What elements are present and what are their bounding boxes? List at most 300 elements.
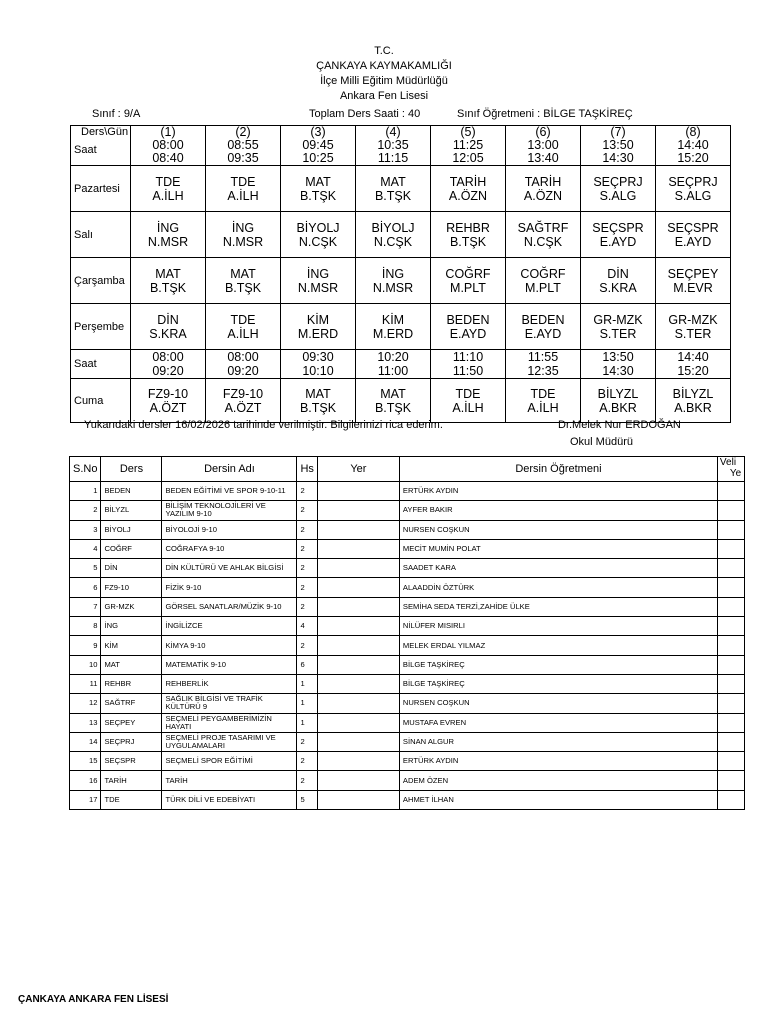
friday-time-cell bbox=[131, 350, 206, 379]
lesson-list-header bbox=[70, 457, 745, 482]
lesson-cell-line2: M.PLT bbox=[450, 280, 486, 295]
row-lesson-name: SEÇMELİ SPOR EĞİTİMİ bbox=[162, 752, 297, 771]
day-row bbox=[71, 212, 731, 258]
friday-time-cell-line1: 13:50 bbox=[602, 350, 634, 364]
row-teacher: MECİT MUMİN POLAT bbox=[399, 539, 717, 558]
lesson-cell bbox=[581, 212, 656, 258]
row-code: REHBR bbox=[101, 674, 162, 693]
footer-school-name: ÇANKAYA ANKARA FEN LİSESİ bbox=[18, 994, 169, 1005]
principal-title: Okul Müdürü bbox=[570, 436, 633, 448]
col-yer: Yer bbox=[317, 457, 399, 482]
row-parent bbox=[717, 732, 744, 751]
row-parent bbox=[717, 771, 744, 790]
friday-time-row bbox=[71, 350, 731, 379]
row-teacher: SEMİHA SEDA TERZİ,ZAHİDE ÜLKE bbox=[399, 597, 717, 616]
friday-time-cell-line2: 09:20 bbox=[152, 364, 184, 378]
period-end-time: 09:35 bbox=[227, 151, 259, 165]
lesson-cell bbox=[206, 379, 281, 423]
lesson-cell-line1: MAT bbox=[380, 386, 406, 401]
period-end-time: 12:05 bbox=[452, 151, 484, 165]
lesson-cell bbox=[206, 258, 281, 304]
lesson-cell bbox=[656, 166, 731, 212]
row-code: TARİH bbox=[101, 771, 162, 790]
lesson-cell bbox=[281, 166, 356, 212]
lesson-cell-line1: BİLYZL bbox=[672, 386, 714, 401]
row-lesson-name: REHBERLİK bbox=[162, 674, 297, 693]
lesson-cell-line2: B.TŞK bbox=[224, 280, 262, 295]
row-code: SEÇSPR bbox=[101, 752, 162, 771]
lesson-cell-line2: B.TŞK bbox=[374, 400, 412, 415]
lesson-cell bbox=[431, 166, 506, 212]
lesson-cell-line1: İNG bbox=[231, 220, 255, 235]
corner-cell bbox=[71, 126, 131, 166]
row-teacher: AYFER BAKIR bbox=[399, 501, 717, 520]
table-row bbox=[70, 790, 745, 809]
lesson-cell-line1: COĞRF bbox=[445, 266, 491, 281]
lesson-cell bbox=[581, 166, 656, 212]
lesson-cell bbox=[281, 379, 356, 423]
row-sno: 8 bbox=[70, 617, 101, 636]
lesson-cell bbox=[431, 379, 506, 423]
lesson-cell-line2: S.KRA bbox=[149, 326, 187, 341]
row-teacher: NURSEN COŞKUN bbox=[399, 520, 717, 539]
row-teacher: BİLGE TAŞKİREÇ bbox=[399, 674, 717, 693]
period-cell bbox=[431, 126, 506, 166]
row-sno: 4 bbox=[70, 539, 101, 558]
period-end-time: 11:15 bbox=[377, 151, 409, 165]
lesson-cell bbox=[656, 258, 731, 304]
row-lesson-name: BİYOLOJİ 9-10 bbox=[162, 520, 297, 539]
period-number: (4) bbox=[385, 125, 401, 139]
row-teacher: MUSTAFA EVREN bbox=[399, 713, 717, 732]
row-hours: 2 bbox=[297, 559, 317, 578]
row-sno: 16 bbox=[70, 771, 101, 790]
lesson-cell bbox=[356, 304, 431, 350]
friday-time-cell bbox=[656, 350, 731, 379]
day-name: Çarşamba bbox=[71, 258, 131, 304]
row-place bbox=[317, 501, 399, 520]
lesson-cell bbox=[131, 258, 206, 304]
row-lesson-name: GÖRSEL SANATLAR/MÜZİK 9-10 bbox=[162, 597, 297, 616]
friday-time-cell-line1: 11:55 bbox=[527, 350, 559, 364]
table-row bbox=[70, 636, 745, 655]
principal-name: Dr.Melek Nur ERDOĞAN bbox=[558, 419, 681, 431]
lesson-cell-line1: REHBR bbox=[446, 220, 490, 235]
lesson-cell-line1: İNG bbox=[306, 266, 330, 281]
row-sno: 10 bbox=[70, 655, 101, 674]
friday-time-label: Saat bbox=[71, 350, 131, 379]
period-number: (6) bbox=[535, 125, 551, 139]
lesson-cell bbox=[656, 212, 731, 258]
friday-time-cell-line2: 11:50 bbox=[452, 364, 484, 378]
lesson-cell-line1: GR-MZK bbox=[668, 312, 718, 327]
corner-bottom-label: Saat bbox=[74, 144, 97, 156]
total-hours-label: Toplam Ders Saati : bbox=[309, 108, 405, 120]
class-teacher-label: Sınıf Öğretmeni : bbox=[457, 108, 541, 120]
period-number: (3) bbox=[310, 125, 326, 139]
class-teacher-value: BİLGE TAŞKİREÇ bbox=[543, 108, 633, 120]
notice-text: Yukarıdaki dersler 16/02/2026 tarihinde verilmiştir. Bilgilerinizi rica ederim. bbox=[84, 419, 443, 431]
row-place bbox=[317, 771, 399, 790]
row-lesson-name: TARİH bbox=[162, 771, 297, 790]
row-place bbox=[317, 694, 399, 713]
row-hours: 6 bbox=[297, 655, 317, 674]
lesson-cell-line1: DİN bbox=[157, 312, 179, 327]
table-row bbox=[70, 520, 745, 539]
lesson-cell-line1: TDE bbox=[455, 386, 481, 401]
header-line-1: T.C. bbox=[374, 45, 394, 57]
row-place bbox=[317, 617, 399, 636]
row-parent bbox=[717, 694, 744, 713]
period-start-time: 11:25 bbox=[452, 138, 484, 152]
table-row bbox=[70, 732, 745, 751]
class-value: 9/A bbox=[123, 108, 141, 120]
lesson-cell-line1: FZ9-10 bbox=[147, 386, 189, 401]
row-code: BİLYZL bbox=[101, 501, 162, 520]
table-row bbox=[70, 578, 745, 597]
row-parent bbox=[717, 597, 744, 616]
friday-time-cell-line1: 08:00 bbox=[152, 350, 184, 364]
lesson-cell bbox=[356, 166, 431, 212]
lesson-cell bbox=[281, 258, 356, 304]
period-start-time: 13:00 bbox=[527, 138, 559, 152]
row-place bbox=[317, 559, 399, 578]
lesson-cell bbox=[506, 258, 581, 304]
row-hours: 2 bbox=[297, 636, 317, 655]
lesson-cell-line1: BİLYZL bbox=[597, 386, 639, 401]
row-teacher: SAADET KARA bbox=[399, 559, 717, 578]
day-name: Salı bbox=[71, 212, 131, 258]
col-ders: Ders bbox=[101, 457, 162, 482]
period-end-time: 13:40 bbox=[527, 151, 559, 165]
table-row bbox=[70, 597, 745, 616]
period-cell bbox=[506, 126, 581, 166]
row-lesson-name: KİMYA 9-10 bbox=[162, 636, 297, 655]
lesson-cell-line2: M.ERD bbox=[297, 326, 339, 341]
table-row bbox=[70, 713, 745, 732]
lesson-cell bbox=[581, 304, 656, 350]
weekly-schedule-table bbox=[70, 125, 731, 423]
lesson-cell-line1: MAT bbox=[380, 174, 406, 189]
lesson-cell-line2: A.ÖZT bbox=[149, 400, 187, 415]
row-code: SEÇPRJ bbox=[101, 732, 162, 751]
row-place bbox=[317, 655, 399, 674]
row-hours: 1 bbox=[297, 694, 317, 713]
row-code: İNG bbox=[101, 617, 162, 636]
row-sno: 3 bbox=[70, 520, 101, 539]
row-sno: 11 bbox=[70, 674, 101, 693]
lesson-cell-line1: GR-MZK bbox=[593, 312, 643, 327]
lesson-cell-line2: B.TŞK bbox=[299, 400, 337, 415]
friday-time-cell-line2: 12:35 bbox=[527, 364, 559, 378]
friday-time-cell-line2: 10:10 bbox=[302, 364, 334, 378]
row-sno: 2 bbox=[70, 501, 101, 520]
row-parent bbox=[717, 617, 744, 636]
row-sno: 6 bbox=[70, 578, 101, 597]
period-number: (1) bbox=[160, 125, 176, 139]
lesson-cell-line2: A.İLH bbox=[452, 400, 484, 415]
period-cell bbox=[581, 126, 656, 166]
row-hours: 5 bbox=[297, 790, 317, 809]
col-sno: S.No bbox=[70, 457, 101, 482]
friday-time-cell-line1: 11:10 bbox=[452, 350, 484, 364]
period-end-time: 08:40 bbox=[152, 151, 184, 165]
row-sno: 9 bbox=[70, 636, 101, 655]
row-teacher: AHMET İLHAN bbox=[399, 790, 717, 809]
row-place bbox=[317, 732, 399, 751]
col-veli bbox=[717, 457, 744, 482]
lesson-cell bbox=[356, 212, 431, 258]
lesson-cell-line2: B.TŞK bbox=[449, 234, 487, 249]
lesson-cell-line1: TDE bbox=[530, 386, 556, 401]
row-hours: 2 bbox=[297, 597, 317, 616]
row-sno: 14 bbox=[70, 732, 101, 751]
row-hours: 2 bbox=[297, 482, 317, 501]
total-hours-info bbox=[309, 108, 420, 120]
lesson-cell-line2: A.İLH bbox=[227, 188, 259, 203]
table-row bbox=[70, 482, 745, 501]
lesson-cell-line1: FZ9-10 bbox=[222, 386, 264, 401]
lesson-cell bbox=[131, 212, 206, 258]
lesson-cell-line2: N.MSR bbox=[222, 234, 264, 249]
lesson-cell-line2: A.İLH bbox=[152, 188, 184, 203]
row-teacher: NİLÜFER MISIRLI bbox=[399, 617, 717, 636]
day-row bbox=[71, 166, 731, 212]
row-code: KİM bbox=[101, 636, 162, 655]
lesson-cell-line2: A.BKR bbox=[674, 400, 712, 415]
friday-time-cell-line2: 15:20 bbox=[677, 364, 709, 378]
lesson-cell-line1: BİYOLJ bbox=[371, 220, 415, 235]
period-start-time: 08:00 bbox=[152, 138, 184, 152]
table-row bbox=[70, 655, 745, 674]
friday-time-cell bbox=[506, 350, 581, 379]
lesson-cell-line1: TARİH bbox=[524, 174, 562, 189]
row-sno: 17 bbox=[70, 790, 101, 809]
lesson-cell bbox=[431, 304, 506, 350]
table-row bbox=[70, 694, 745, 713]
lesson-cell-line2: A.ÖZN bbox=[448, 188, 488, 203]
row-lesson-name: FİZİK 9-10 bbox=[162, 578, 297, 597]
period-end-time: 10:25 bbox=[302, 151, 334, 165]
lesson-cell-line1: BEDEN bbox=[521, 312, 565, 327]
lesson-cell-line1: TDE bbox=[230, 312, 256, 327]
lesson-cell-line1: BEDEN bbox=[446, 312, 490, 327]
row-parent bbox=[717, 752, 744, 771]
lesson-cell-line2: A.İLH bbox=[227, 326, 259, 341]
friday-time-cell-line2: 11:00 bbox=[377, 364, 409, 378]
lesson-cell bbox=[131, 379, 206, 423]
lesson-cell bbox=[356, 379, 431, 423]
lesson-cell bbox=[356, 258, 431, 304]
period-row bbox=[71, 126, 731, 166]
header-line-3: İlçe Milli Eğitim Müdürlüğü bbox=[320, 75, 448, 87]
row-teacher: ERTÜRK AYDIN bbox=[399, 752, 717, 771]
lesson-cell bbox=[506, 212, 581, 258]
period-cell bbox=[131, 126, 206, 166]
class-info bbox=[92, 108, 140, 120]
row-teacher: SİNAN ALGUR bbox=[399, 732, 717, 751]
period-cell bbox=[656, 126, 731, 166]
lesson-cell bbox=[206, 166, 281, 212]
row-parent bbox=[717, 636, 744, 655]
lesson-cell bbox=[656, 304, 731, 350]
period-start-time: 10:35 bbox=[377, 138, 409, 152]
row-parent bbox=[717, 578, 744, 597]
row-lesson-name: COĞRAFYA 9-10 bbox=[162, 539, 297, 558]
row-teacher: ERTÜRK AYDIN bbox=[399, 482, 717, 501]
lesson-cell-line2: M.ERD bbox=[372, 326, 414, 341]
row-parent bbox=[717, 559, 744, 578]
row-place bbox=[317, 636, 399, 655]
col-veli-line2: Ye bbox=[729, 468, 742, 479]
lesson-cell-line2: E.AYD bbox=[449, 326, 487, 341]
row-code: DİN bbox=[101, 559, 162, 578]
friday-time-cell bbox=[356, 350, 431, 379]
day-row bbox=[71, 304, 731, 350]
lesson-cell bbox=[581, 258, 656, 304]
table-row bbox=[70, 617, 745, 636]
friday-time-cell bbox=[581, 350, 656, 379]
lesson-cell-line2: A.ÖZT bbox=[224, 400, 262, 415]
lesson-cell-line1: SEÇSPR bbox=[592, 220, 644, 235]
lesson-cell-line2: E.AYD bbox=[599, 234, 637, 249]
period-number: (7) bbox=[610, 125, 626, 139]
day-name: Pazartesi bbox=[71, 166, 131, 212]
table-row bbox=[70, 559, 745, 578]
lesson-cell bbox=[431, 258, 506, 304]
row-code: FZ9-10 bbox=[101, 578, 162, 597]
lesson-cell-line1: SEÇSPR bbox=[667, 220, 719, 235]
lesson-cell-line1: TDE bbox=[155, 174, 181, 189]
period-cell bbox=[356, 126, 431, 166]
lesson-cell-line2: E.AYD bbox=[524, 326, 562, 341]
friday-time-cell bbox=[206, 350, 281, 379]
lesson-cell-line1: SEÇPEY bbox=[667, 266, 719, 281]
lesson-cell bbox=[206, 212, 281, 258]
row-lesson-name: SEÇMELİ PROJE TASARIMI VE UYGULAMALARI bbox=[162, 732, 297, 751]
row-hours: 1 bbox=[297, 713, 317, 732]
row-code: BİYOLJ bbox=[101, 520, 162, 539]
period-cell bbox=[206, 126, 281, 166]
row-sno: 12 bbox=[70, 694, 101, 713]
friday-time-cell-line2: 09:20 bbox=[227, 364, 259, 378]
row-hours: 2 bbox=[297, 578, 317, 597]
corner-top-label: Ders\Gün bbox=[81, 126, 129, 138]
row-hours: 2 bbox=[297, 520, 317, 539]
lesson-cell bbox=[131, 166, 206, 212]
row-lesson-name: TÜRK DİLİ VE EDEBİYATI bbox=[162, 790, 297, 809]
table-row bbox=[70, 771, 745, 790]
row-parent bbox=[717, 790, 744, 809]
header-line-4: Ankara Fen Lisesi bbox=[339, 90, 429, 102]
row-code: SEÇPEY bbox=[101, 713, 162, 732]
lesson-cell bbox=[206, 304, 281, 350]
row-teacher: NURSEN COŞKUN bbox=[399, 694, 717, 713]
col-ogretmen: Dersin Öğretmeni bbox=[399, 457, 717, 482]
row-code: COĞRF bbox=[101, 539, 162, 558]
lesson-cell bbox=[506, 304, 581, 350]
row-code: SAĞTRF bbox=[101, 694, 162, 713]
row-sno: 7 bbox=[70, 597, 101, 616]
lesson-cell-line2: S.ALG bbox=[674, 188, 712, 203]
row-teacher: BİLGE TAŞKİREÇ bbox=[399, 655, 717, 674]
row-code: GR-MZK bbox=[101, 597, 162, 616]
period-number: (8) bbox=[685, 125, 701, 139]
lesson-cell-line2: B.TŞK bbox=[299, 188, 337, 203]
row-parent bbox=[717, 501, 744, 520]
row-sno: 1 bbox=[70, 482, 101, 501]
day-name: Perşembe bbox=[71, 304, 131, 350]
class-teacher-info bbox=[457, 108, 633, 120]
lesson-cell-line1: DİN bbox=[607, 266, 629, 281]
lesson-cell bbox=[131, 304, 206, 350]
friday-time-cell-line1: 08:00 bbox=[227, 350, 259, 364]
row-code: MAT bbox=[101, 655, 162, 674]
lesson-cell-line2: A.İLH bbox=[527, 400, 559, 415]
friday-time-cell bbox=[281, 350, 356, 379]
lesson-cell-line1: SAĞTRF bbox=[517, 220, 569, 235]
row-place bbox=[317, 713, 399, 732]
day-row bbox=[71, 258, 731, 304]
lesson-cell-line1: MAT bbox=[155, 266, 181, 281]
period-start-time: 08:55 bbox=[227, 138, 259, 152]
lesson-cell bbox=[581, 379, 656, 423]
lesson-cell-line2: A.ÖZN bbox=[523, 188, 563, 203]
friday-time-cell-line1: 10:20 bbox=[377, 350, 409, 364]
lesson-cell-line1: SEÇPRJ bbox=[668, 174, 718, 189]
lesson-cell-line1: COĞRF bbox=[520, 266, 566, 281]
row-lesson-name: İNGİLİZCE bbox=[162, 617, 297, 636]
lesson-cell-line1: KİM bbox=[306, 312, 330, 327]
row-teacher: MELEK ERDAL YILMAZ bbox=[399, 636, 717, 655]
friday-time-cell-line1: 14:40 bbox=[677, 350, 709, 364]
lesson-cell bbox=[656, 379, 731, 423]
table-row bbox=[70, 539, 745, 558]
row-lesson-name: BİLİŞİM TEKNOLOJİLERİ VE YAZILIM 9-10 bbox=[162, 501, 297, 520]
row-code: TDE bbox=[101, 790, 162, 809]
row-parent bbox=[717, 520, 744, 539]
row-parent bbox=[717, 539, 744, 558]
row-place bbox=[317, 674, 399, 693]
lesson-cell-line2: B.TŞK bbox=[149, 280, 187, 295]
col-ders-adi: Dersin Adı bbox=[162, 457, 297, 482]
col-veli-line1: Veli bbox=[719, 457, 737, 468]
lesson-cell-line2: N.MSR bbox=[297, 280, 339, 295]
row-lesson-name: MATEMATİK 9-10 bbox=[162, 655, 297, 674]
lesson-cell-line2: M.EVR bbox=[673, 280, 713, 295]
period-end-time: 15:20 bbox=[677, 151, 709, 165]
row-parent bbox=[717, 655, 744, 674]
lesson-cell-line1: TARİH bbox=[449, 174, 487, 189]
document-header bbox=[0, 44, 768, 104]
lesson-cell-line1: TDE bbox=[230, 174, 256, 189]
lesson-cell-line2: N.CŞK bbox=[523, 234, 563, 249]
lesson-cell-line1: MAT bbox=[230, 266, 256, 281]
lesson-cell-line1: İNG bbox=[381, 266, 405, 281]
lesson-cell bbox=[506, 379, 581, 423]
row-lesson-name: DİN KÜLTÜRÜ VE AHLAK BİLGİSİ bbox=[162, 559, 297, 578]
row-place bbox=[317, 752, 399, 771]
row-sno: 15 bbox=[70, 752, 101, 771]
lesson-cell-line1: İNG bbox=[156, 220, 180, 235]
row-hours: 2 bbox=[297, 732, 317, 751]
lesson-cell-line2: S.TER bbox=[674, 326, 712, 341]
row-sno: 13 bbox=[70, 713, 101, 732]
row-hours: 1 bbox=[297, 674, 317, 693]
lesson-list-table bbox=[69, 456, 745, 810]
lesson-cell-line2: E.AYD bbox=[674, 234, 712, 249]
period-number: (5) bbox=[460, 125, 476, 139]
